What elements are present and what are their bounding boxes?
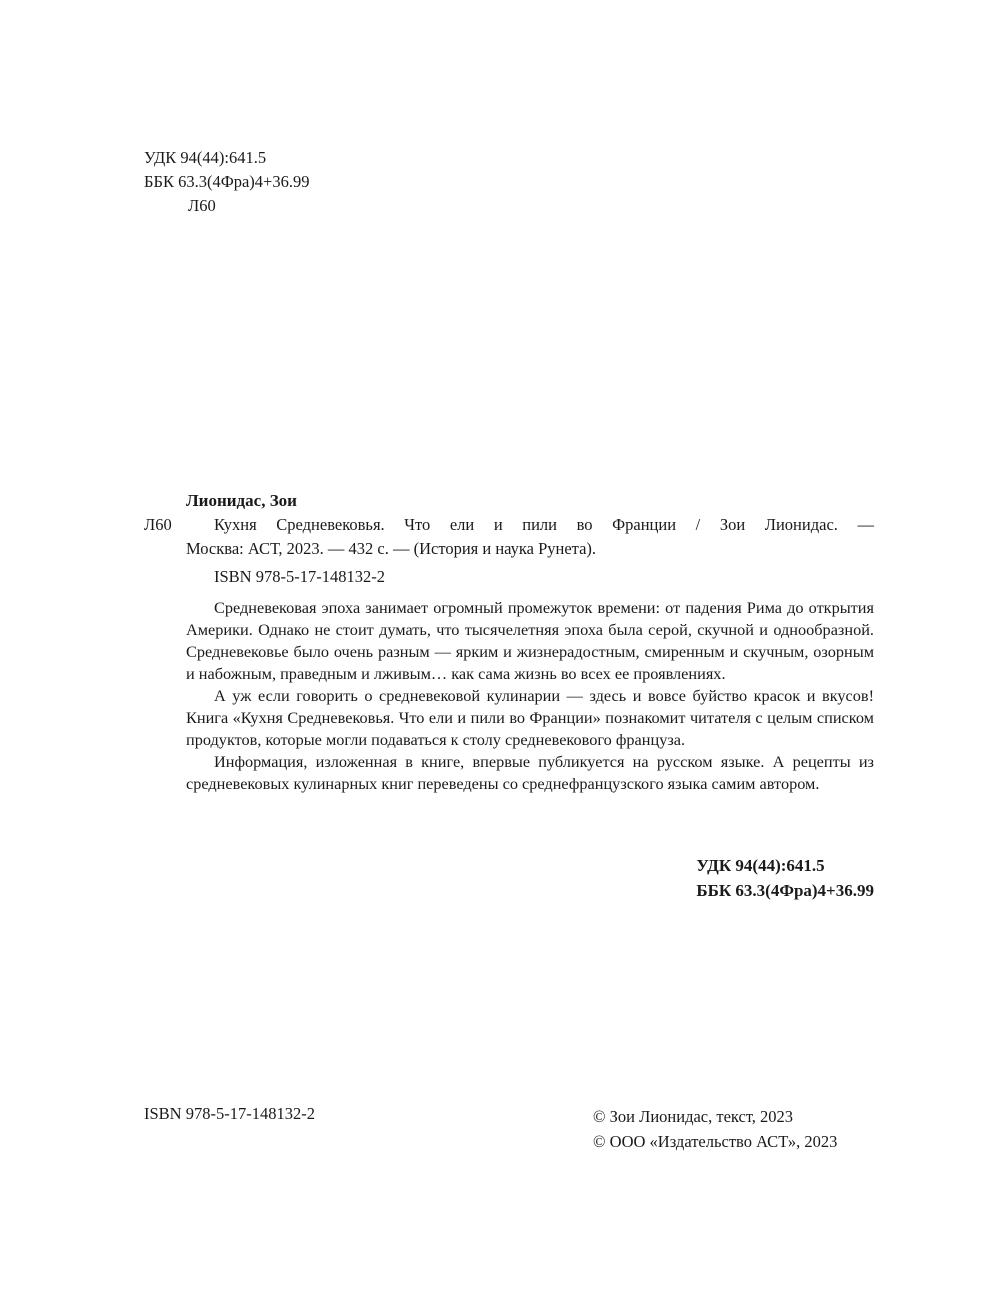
copyright-text-line: © Зои Лионидас, текст, 2023 — [593, 1107, 794, 1126]
header-author-mark: Л60 — [188, 196, 216, 215]
abstract-paragraph: Средневековая эпоха занимает огромный промежуток времени: от падения Рима до открытия Америки. Однако не стоит думать, что тысячелетняя эпоха была серой, скучной и однообразной. Средневековье было очень разным — ярким и жизнерадостным, смиренным и скучным, озорным и набожным, праведным и лживым… как сама жизнь во всех ее проявлениях. — [186, 598, 874, 683]
catalog-udk-code: УДК 94(44):641.5 — [696, 856, 825, 875]
bibliographic-description — [186, 513, 874, 561]
header-udk-code: УДК 94(44):641.5 — [144, 148, 267, 167]
header-classification-codes — [144, 146, 309, 218]
bibliographic-description-line-2: Москва: АСТ, 2023. — 432 с. — (История и наука Рунета). — [186, 539, 597, 558]
catalog-classification-codes — [696, 853, 874, 903]
catalog-author-mark: Л60 — [144, 515, 172, 534]
copyright-publisher-line: © ООО «Издательство АСТ», 2023 — [593, 1132, 838, 1151]
catalog-author-heading: Лионидас, Зои — [186, 491, 297, 510]
catalog-bbk-code: ББК 63.3(4Фра)4+36.99 — [696, 881, 874, 900]
abstract-paragraph: А уж если говорить о средневековой кулинарии — здесь и вовсе буйство красок и вкусов! Книга «Кухня Средневековья. Что ели и пили во Франции» познакомит читателя с целым списком продуктов, которые могли подаваться к столу средневекового француза. — [186, 686, 874, 749]
abstract — [186, 597, 874, 795]
copyright-block — [593, 1104, 837, 1154]
bibliographic-description-line-1: Кухня Средневековья. Что ели и пили во Франции / Зои Лионидас. — — [214, 515, 874, 534]
footer-isbn: ISBN 978-5-17-148132-2 — [144, 1104, 315, 1123]
header-bbk-code: ББК 63.3(4Фра)4+36.99 — [144, 172, 310, 191]
catalog-isbn: ISBN 978-5-17-148132-2 — [214, 567, 385, 586]
abstract-paragraph: Информация, изложенная в книге, впервые публикуется на русском языке. А рецепты из средневековых кулинарных книг переведены со среднефранцузского языка самим автором. — [186, 752, 874, 793]
